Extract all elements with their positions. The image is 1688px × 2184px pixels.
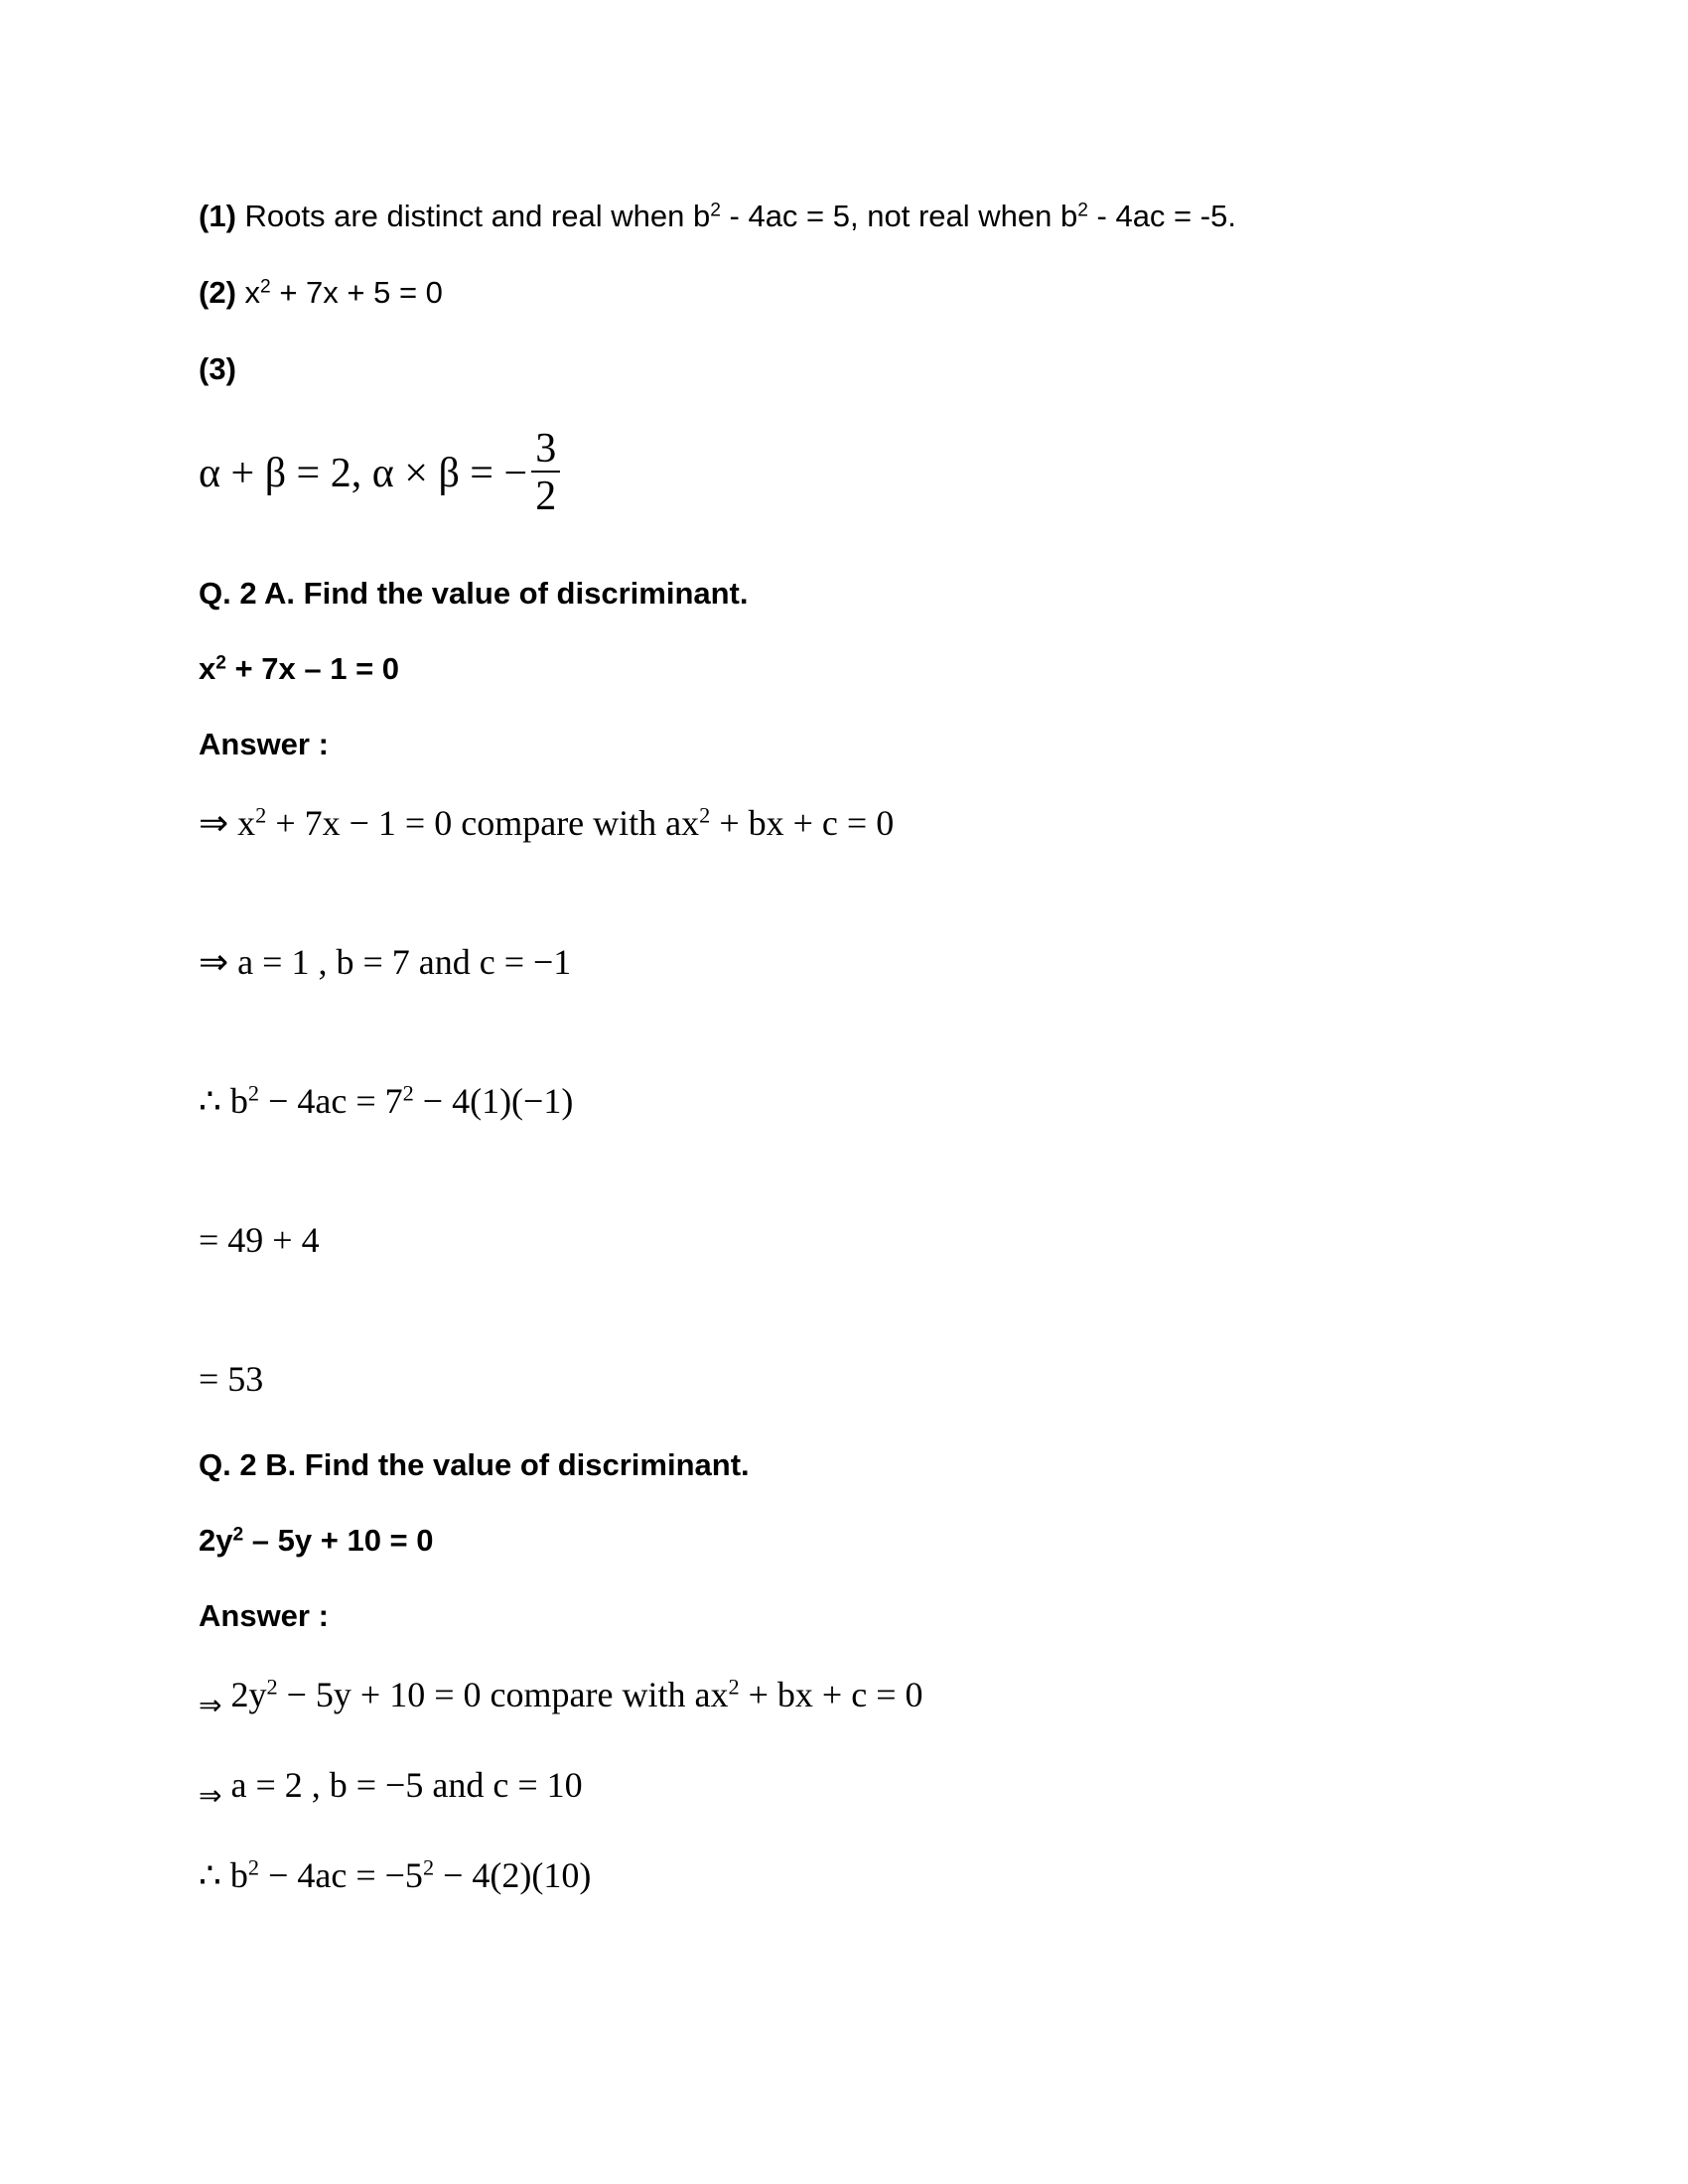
item-1-label: (1) — [199, 199, 236, 233]
q2a-eq-sup: 2 — [215, 652, 226, 674]
q2b-step-2 — [199, 1764, 583, 1813]
item-3-expression: α + β = 2, α × β = − — [199, 451, 528, 497]
item-1 — [199, 199, 1236, 234]
q2a-step-1-a: ⇒ x — [199, 803, 256, 843]
q2b-step-3-c: − 4(2)(10) — [434, 1855, 592, 1895]
q2b-eq-a: 2y — [199, 1523, 233, 1558]
q2b-step-1-b: − 5y + 10 = 0 compare with ax — [277, 1675, 729, 1714]
q2a-step-3-a: ∴ b — [199, 1081, 248, 1121]
q2a-eq-a: x — [199, 651, 216, 686]
item-1-sup-2: 2 — [1077, 200, 1088, 221]
q2a-step-1 — [199, 802, 894, 844]
q2b-step-1-a: 2y — [221, 1675, 267, 1714]
item-2-text-b: + 7x + 5 = 0 — [270, 275, 443, 310]
q2a-step-3-b: − 4ac = 7 — [259, 1081, 403, 1121]
q2b-step-3-b: − 4ac = −5 — [259, 1855, 423, 1895]
q2a-equation — [199, 651, 399, 687]
q2a-eq-b: + 7x – 1 = 0 — [225, 651, 400, 686]
q2a-step-1-b: + 7x − 1 = 0 compare with ax — [266, 803, 700, 843]
q2a-step-1-c: + bx + c = 0 — [710, 803, 895, 843]
item-3-denominator: 2 — [535, 474, 557, 520]
item-3-numerator: 3 — [531, 427, 560, 473]
item-1-text-b: - 4ac = 5, not real when b — [720, 199, 1078, 233]
q2b-step-1-arrow: ⇒ — [199, 1691, 222, 1721]
q2a-step-5: = 53 — [199, 1359, 264, 1399]
q2b-eq-b: – 5y + 10 = 0 — [243, 1523, 434, 1558]
q2b-step-1-sup-2: 2 — [728, 1674, 740, 1700]
item-1-text-a: Roots are distinct and real when b — [235, 199, 711, 233]
item-2-text-a: x — [235, 275, 261, 310]
q2b-step-2-text: a = 2 , b = −5 and c = 10 — [221, 1765, 583, 1805]
item-1-text-c: - 4ac = -5. — [1087, 199, 1236, 233]
q2b-step-3-sup-1: 2 — [247, 1854, 260, 1880]
q2b-step-1-sup-1: 2 — [266, 1674, 278, 1700]
q2b-step-1 — [199, 1674, 923, 1722]
q2b-equation — [199, 1523, 434, 1559]
q2b-title: Q. 2 B. Find the value of discriminant. — [199, 1447, 750, 1482]
q2b-step-3-sup-2: 2 — [422, 1854, 435, 1880]
q2b-answer-label: Answer : — [199, 1598, 329, 1633]
q2b-step-1-c: + bx + c = 0 — [739, 1675, 923, 1714]
item-3-formula — [199, 427, 560, 520]
q2b-step-3 — [199, 1854, 591, 1896]
item-3-fraction — [531, 427, 560, 520]
q2a-step-1-sup-1: 2 — [255, 802, 267, 828]
q2a-step-3-sup-2: 2 — [402, 1080, 414, 1106]
q2b-step-3-a: ∴ b — [199, 1855, 248, 1895]
q2a-answer-label: Answer : — [199, 727, 329, 761]
q2a-step-3-c: − 4(1)(−1) — [413, 1081, 574, 1121]
item-1-sup-1: 2 — [710, 200, 721, 221]
item-2-sup: 2 — [260, 276, 271, 298]
q2a-title: Q. 2 A. Find the value of discriminant. — [199, 576, 749, 611]
q2b-step-2-arrow: ⇒ — [199, 1781, 222, 1812]
item-3-label: (3) — [199, 351, 236, 386]
item-2-label: (2) — [199, 275, 236, 310]
q2a-step-3 — [199, 1080, 573, 1122]
q2a-step-4: = 49 + 4 — [199, 1220, 320, 1260]
q2a-step-1-sup-2: 2 — [699, 802, 711, 828]
item-2 — [199, 275, 443, 311]
q2b-eq-sup: 2 — [232, 1524, 244, 1546]
q2a-step-3-sup-1: 2 — [247, 1080, 260, 1106]
q2a-step-2: ⇒ a = 1 , b = 7 and c = −1 — [199, 942, 572, 982]
